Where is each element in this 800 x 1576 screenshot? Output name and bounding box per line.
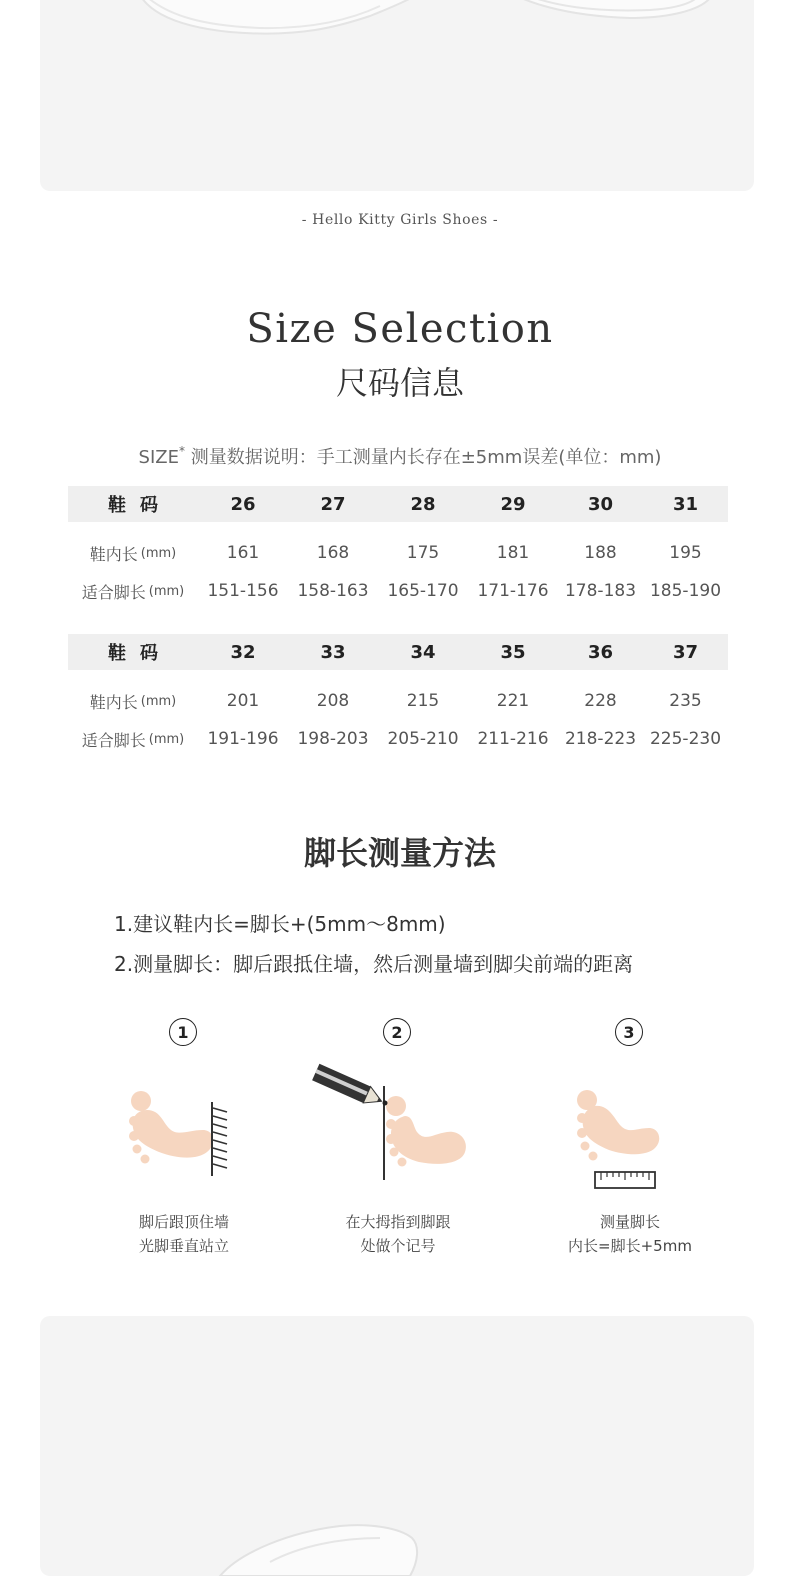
step-caption-line-1: 测量脚长 bbox=[599, 1213, 660, 1231]
size-cell: 29 bbox=[500, 493, 526, 515]
foot-length-cell: 198-203 bbox=[297, 729, 369, 749]
inner-length-cell: 221 bbox=[496, 691, 530, 711]
foot-length-cell: 205-210 bbox=[387, 729, 459, 749]
size-cell: 35 bbox=[500, 641, 526, 663]
size-cell: 34 bbox=[410, 641, 436, 663]
step-caption-line-2: 处做个记号 bbox=[360, 1237, 436, 1255]
step-caption-line-2: 内长=脚长+5mm bbox=[568, 1237, 692, 1255]
pencil-mark-icon bbox=[293, 1060, 503, 1200]
size-table bbox=[68, 486, 728, 610]
foot-length-row bbox=[68, 572, 728, 610]
size-cell: 26 bbox=[230, 493, 256, 515]
foot-length-cell: 151-156 bbox=[207, 581, 279, 601]
foot-length-unit: (mm) bbox=[148, 731, 185, 747]
shoe-sole-image bbox=[40, 0, 754, 191]
foot-length-cell: 185-190 bbox=[649, 581, 722, 601]
foot-length-cell: 165-170 bbox=[387, 581, 459, 601]
inner-length-label-text: 鞋内长 bbox=[89, 544, 138, 564]
inner-length-row bbox=[68, 534, 728, 572]
inner-length-cell: 215 bbox=[406, 691, 440, 711]
size-cell: 37 bbox=[672, 641, 699, 663]
note-asterisk: * bbox=[179, 444, 185, 458]
inner-length-cell: 208 bbox=[316, 691, 350, 711]
foot-length-cell: 158-163 bbox=[297, 581, 369, 601]
step-caption bbox=[293, 1210, 503, 1258]
inner-length-cell: 181 bbox=[496, 543, 530, 563]
inner-length-cell: 228 bbox=[584, 691, 617, 711]
section-title-en: Size Selection bbox=[246, 306, 554, 352]
foot-length-cell: 211-216 bbox=[477, 729, 549, 749]
product-photo-top bbox=[40, 0, 754, 191]
inner-length-cell: 168 bbox=[316, 543, 350, 563]
method-line-1: 1.建议鞋内长=脚长+(5mm～8mm) bbox=[114, 912, 446, 936]
step-caption-line-1: 在大拇指到脚跟 bbox=[345, 1213, 451, 1231]
measure-method-title: 脚长测量方法 bbox=[303, 834, 496, 872]
foot-length-cell: 218-223 bbox=[564, 729, 637, 749]
inner-length-label-text: 鞋内长 bbox=[89, 692, 138, 712]
foot-length-row bbox=[68, 720, 728, 758]
product-photo-bottom bbox=[40, 1316, 754, 1576]
foot-length-cell: 178-183 bbox=[564, 581, 637, 601]
inner-length-cell: 175 bbox=[406, 543, 440, 563]
ruler-measure-icon bbox=[525, 1060, 735, 1200]
inner-length-cell: 235 bbox=[669, 691, 702, 711]
foot-length-cell: 225-230 bbox=[649, 729, 722, 749]
size-cell: 31 bbox=[672, 493, 699, 515]
inner-length-unit: (mm) bbox=[140, 545, 177, 561]
foot-length-label-text: 适合脚长 bbox=[81, 582, 146, 602]
inner-length-label bbox=[68, 534, 198, 572]
inner-length-cell: 195 bbox=[669, 543, 702, 563]
size-table bbox=[68, 634, 728, 758]
step-number-badge: 1 bbox=[169, 1018, 197, 1046]
size-cell: 28 bbox=[410, 493, 436, 515]
foot-length-unit: (mm) bbox=[148, 583, 185, 599]
note-size-word: SIZE bbox=[138, 447, 179, 468]
measurement-note bbox=[0, 443, 800, 469]
inner-length-cell: 188 bbox=[584, 543, 617, 563]
step-number-badge: 3 bbox=[615, 1018, 643, 1046]
inner-length-label bbox=[68, 682, 198, 720]
inner-length-unit: (mm) bbox=[140, 693, 177, 709]
shoe-outline-image bbox=[40, 1316, 754, 1576]
foot-length-label bbox=[68, 572, 198, 610]
foot-length-cell: 191-196 bbox=[207, 729, 279, 749]
size-header-row bbox=[68, 486, 728, 522]
inner-length-row bbox=[68, 682, 728, 720]
size-cell: 32 bbox=[230, 641, 256, 663]
note-text: 测量数据说明：手工测量内长存在±5mm误差(单位：mm) bbox=[185, 447, 662, 468]
size-header-label: 鞋码 bbox=[108, 643, 172, 664]
size-cell: 27 bbox=[320, 493, 346, 515]
inner-length-cell: 161 bbox=[226, 543, 260, 563]
method-line-2: 2.测量脚长：脚后跟抵住墙，然后测量墙到脚尖前端的距离 bbox=[114, 952, 634, 976]
size-cell: 30 bbox=[587, 493, 614, 515]
size-cell: 36 bbox=[587, 641, 614, 663]
foot-against-wall-icon bbox=[79, 1060, 289, 1200]
section-title-cn: 尺码信息 bbox=[335, 364, 464, 402]
foot-length-label bbox=[68, 720, 198, 758]
step-number-badge: 2 bbox=[383, 1018, 411, 1046]
size-cell: 33 bbox=[320, 641, 346, 663]
step-caption-line-2: 光脚垂直站立 bbox=[138, 1237, 229, 1255]
inner-length-cell: 201 bbox=[226, 691, 260, 711]
size-header-label: 鞋码 bbox=[108, 495, 172, 516]
foot-length-cell: 171-176 bbox=[477, 581, 549, 601]
step-caption bbox=[79, 1210, 289, 1258]
foot-length-label-text: 适合脚长 bbox=[81, 730, 146, 750]
step-caption-line-1: 脚后跟顶住墙 bbox=[138, 1213, 229, 1231]
size-header-row bbox=[68, 634, 728, 670]
brand-tagline: - Hello Kitty Girls Shoes - bbox=[301, 212, 499, 228]
step-caption bbox=[525, 1210, 735, 1258]
